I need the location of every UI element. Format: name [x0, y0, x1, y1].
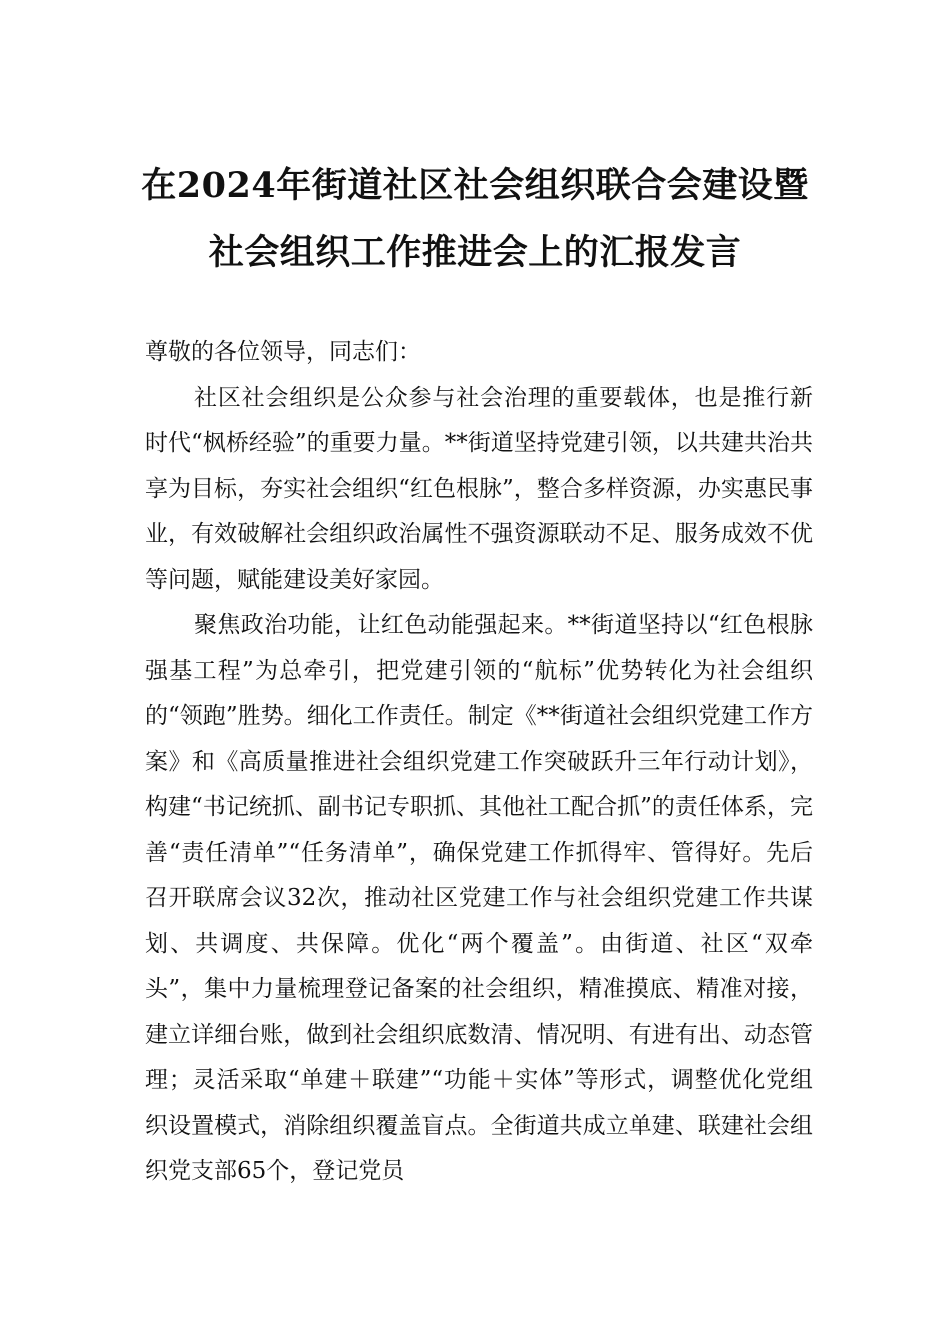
paragraph-political-function: 聚焦政治功能，让红色动能强起来。**街道坚持以“红色根脉强基工程”为总牵引，把党建引领的“航标”优势转化为社会组织的“领跑”胜势。细化工作责任。制定《**街道社会组织党建工作方案》和《高质量推进社会组织党建工作突破跃升三年行动计划》，构建“书记统抓、副书记专职抓、其他社工配合抓”的责任体系，完善“责任清单”“任务清单”，确保党建工作抓得牢、管得好。先后召开联席会议32次，推动社区党建工作与社会组织党建工作共谋划、共调度、共保障。优化“两个覆盖”。由街道、社区“双牵头”，集中力量梳理登记备案的社会组织，精准摸底、精准对接，建立详细台账，做到社会组织底数清、情况明、有进有出、动态管理；灵活采取“单建＋联建”“功能＋实体”等形式，调整优化党组织设置模式，消除组织覆盖盲点。全街道共成立单建、联建社会组织党支部65个，登记党员	[145, 612, 813, 1184]
document-body	[145, 330, 813, 1195]
document-title-line-1: 在2024年街道社区社会组织联合会建设暨	[141, 165, 809, 206]
document-title-line-2: 社会组织工作推进会上的汇报发言	[208, 232, 742, 273]
paragraph-intro: 社区社会组织是公众参与社会治理的重要载体，也是推行新时代“枫桥经验”的重要力量。**街道坚持党建引领，以共建共治共享为目标，夯实社会组织“红色根脉”，整合多样资源，办实惠民事业，有效破解社会组织政治属性不强资源联动不足、服务成效不优等问题，赋能建设美好家园。	[145, 384, 813, 593]
salutation: 尊敬的各位领导，同志们：	[145, 339, 421, 365]
